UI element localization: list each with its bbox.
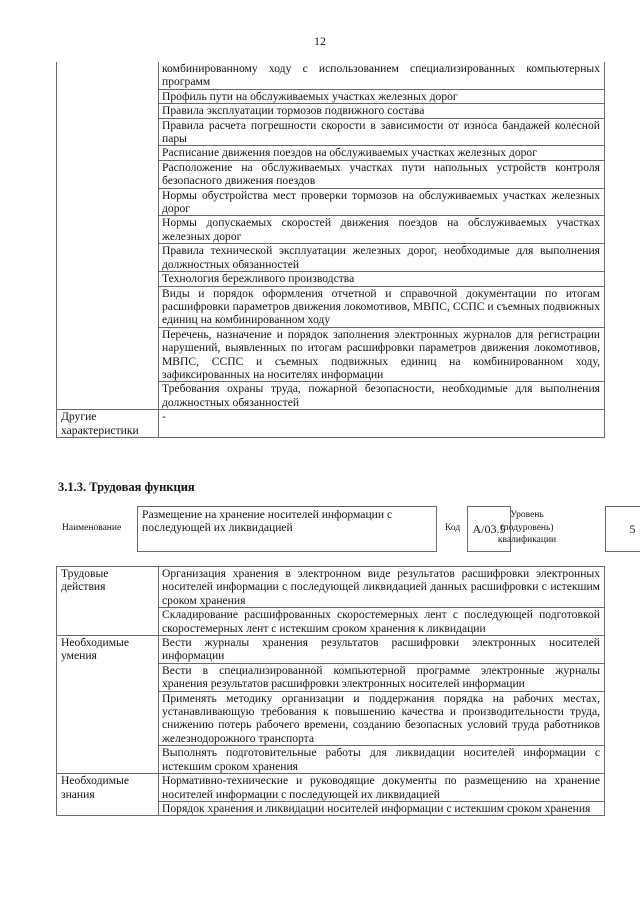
- row-label-cell: [57, 62, 159, 410]
- knowledge-item: Нормы обустройства мест проверки тормозов на обслуживаемых участках железных дорог: [159, 188, 605, 216]
- knowledge-item: Правила расчета погрешности скорости в зависимости от износа бандажей колесной пары: [159, 118, 605, 146]
- group-item: Складирование расшифрованных скоростемерных лент с последующей подготовкой скоростемерных лент с истекшим сроком хранения к ликвидации: [159, 608, 605, 636]
- knowledge-table-continuation: [56, 62, 605, 438]
- function-header: [56, 506, 636, 552]
- knowledge-item: Профиль пути на обслуживаемых участках железных дорог: [159, 89, 605, 103]
- group-item: Вести журналы хранения результатов расшифровки электронных носителей информации: [159, 636, 605, 664]
- group-item: Выполнять подготовительные работы для ликвидации носителей информации с истекшим сроком хранения: [159, 746, 605, 774]
- section-title: 3.1.3. Трудовая функция: [58, 480, 195, 494]
- group-item: Порядок хранения и ликвидации носителей информации с истекшим сроком хранения: [159, 801, 605, 815]
- knowledge-item: Расположение на обслуживаемых участках пути напольных устройств контроля безопасного движения поездов: [159, 160, 605, 188]
- knowledge-item: Технология бережливого производства: [159, 272, 605, 286]
- level-value: 5: [605, 506, 640, 552]
- group-label: Необходимые умения: [57, 636, 159, 774]
- knowledge-item: Требования охраны труда, пожарной безопасности, необходимые для выполнения должностных обязанностей: [159, 382, 605, 410]
- labor-function-table: [56, 566, 605, 816]
- table-row: [57, 567, 605, 608]
- group-item: Организация хранения в электронном виде результатов расшифровки электронных носителей информации с последующей ликвидацией данных расшифровки с истекшим сроком хранения: [159, 567, 605, 608]
- code-label: Код: [445, 523, 461, 533]
- code-value: А/03.5: [467, 506, 511, 552]
- name-value: Размещение на хранение носителей информации с последующей их ликвидацией: [137, 506, 437, 552]
- knowledge-item: Расписание движения поездов на обслуживаемых участках железных дорог: [159, 146, 605, 160]
- level-label: Уровень (подуровень) квалификации: [497, 510, 557, 545]
- group-item: Вести в специализированной компьютерной программе электронные журналы хранения результатов расшифровки электронных носителей информации: [159, 663, 605, 691]
- group-item: Применять методику организации и поддержания порядка на рабочих местах, устанавливающую требования к повышению качества и производительности труда, снижению потерь рабочего времени, созданию безопасных условий труда работников железнодорожного транспорта: [159, 691, 605, 746]
- other-characteristics-value: -: [159, 410, 605, 438]
- page-number: 12: [314, 34, 326, 48]
- name-label: Наименование: [62, 523, 122, 533]
- knowledge-item: Виды и порядок оформления отчетной и справочной документации по итогам расшифровки параметров движения локомотивов, МВПС, ССПС и съемных подвижных единиц на комбинированном ходу: [159, 286, 605, 327]
- other-characteristics-label: Другие характеристики: [57, 410, 159, 438]
- group-label: Необходимые знания: [57, 774, 159, 816]
- knowledge-item: Правила технической эксплуатации железных дорог, необходимые для выполнения должностных обязанностей: [159, 244, 605, 272]
- group-label: Трудовые действия: [57, 567, 159, 636]
- table-row: [57, 636, 605, 664]
- knowledge-item: Правила эксплуатации тормозов подвижного состава: [159, 104, 605, 118]
- knowledge-item: Перечень, назначение и порядок заполнения электронных журналов для регистрации нарушений, выявленных по итогам расшифровки параметров движения локомотивов, МВПС, ССПС и съемных подвижных единиц на комбинированном ходу, зафиксированных на носителях информации: [159, 327, 605, 382]
- knowledge-item: комбинированному ходу с использованием специализированных компьютерных программ: [159, 62, 605, 89]
- other-characteristics-row: [57, 410, 605, 438]
- group-item: Нормативно-технические и руководящие документы по размещению на хранение носителей информации с последующей их ликвидацией: [159, 774, 605, 802]
- table-row: [57, 774, 605, 802]
- knowledge-item: Нормы допускаемых скоростей движения поездов на обслуживаемых участках железных дорог: [159, 216, 605, 244]
- table-row: [57, 62, 605, 89]
